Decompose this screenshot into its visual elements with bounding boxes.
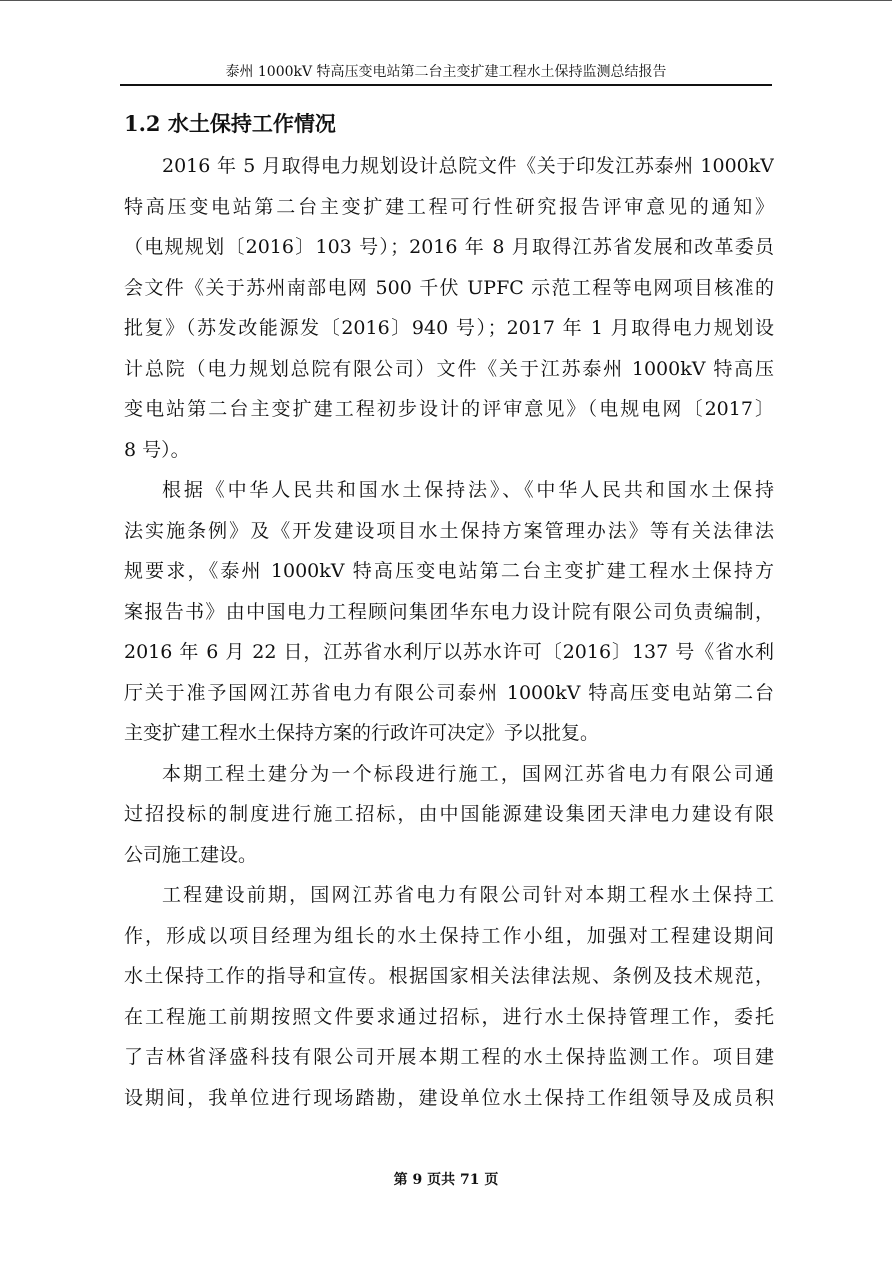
text-line: 作，形成以项目经理为组长的水土保持工作小组，加强对工程建设期间 — [124, 924, 774, 947]
text-line: 主变扩建工程水土保持方案的行政许可决定》予以批复。 — [124, 722, 600, 744]
text-line: （电规规划〔2016〕103 号）；2016 年 8 月取得江苏省发展和改革委员 — [124, 236, 774, 258]
text-line: 法实施条例》及《开发建设项目水土保持方案管理办法》等有关法律法 — [124, 519, 774, 542]
running-header: 泰州 1000kV 特高压变电站第二台主变扩建工程水土保持监测总结报告 — [225, 64, 667, 80]
text-line: 设期间，我单位进行现场踏勘，建设单位水土保持工作组领导及成员积 — [124, 1086, 774, 1109]
text-line: 水土保持工作的指导和宣传。根据国家相关法律法规、条例及技术规范， — [124, 965, 774, 987]
paragraph-management — [124, 875, 774, 1118]
header-rule — [120, 84, 772, 86]
text-line: 规要求，《泰州 1000kV 特高压变电站第二台主变扩建工程水土保持方 — [124, 560, 774, 582]
page-number: 第 9 页共 71 页 — [393, 1172, 499, 1188]
paragraph-construction — [124, 754, 774, 876]
text-line: 工程建设前期，国网江苏省电力有限公司针对本期工程水土保持工 — [162, 884, 774, 906]
text-line: 公司施工建设。 — [124, 843, 258, 866]
text-line: 2016 年 5 月取得电力规划设计总院文件《关于印发江苏泰州 1000kV — [162, 155, 774, 177]
text-line: 2016 年 6 月 22 日，江苏省水利厅以苏水许可〔2016〕137 号《省水利 — [124, 641, 774, 663]
text-line: 过招投标的制度进行施工招标，由中国能源建设集团天津电力建设有限 — [124, 803, 774, 825]
body-text — [124, 146, 774, 1118]
text-line: 8 号）。 — [124, 438, 190, 461]
text-line: 厅关于准予国网江苏省电力有限公司泰州 1000kV 特高压变电站第二台 — [124, 681, 774, 704]
text-line: 本期工程土建分为一个标段进行施工，国网江苏省电力有限公司通 — [162, 762, 774, 785]
text-line: 根据《中华人民共和国水土保持法》、《中华人民共和国水土保持 — [162, 479, 774, 501]
text-line: 会文件《关于苏州南部电网 500 千伏 UPFC 示范工程等电网项目核准的 — [124, 276, 774, 299]
text-line: 在工程施工前期按照文件要求通过招标，进行水土保持管理工作，委托 — [124, 1005, 774, 1028]
text-line: 批复》（苏发改能源发〔2016〕940 号）；2017 年 1 月取得电力规划设 — [124, 317, 774, 339]
page-top-border — [0, 0, 892, 1]
text-line: 变电站第二台主变扩建工程初步设计的评审意见》（电规电网〔2017〕 — [124, 398, 774, 420]
paragraph-approvals — [124, 146, 774, 470]
section-heading: 1.2 水土保持工作情况 — [124, 111, 336, 136]
text-line: 案报告书》由中国电力工程顾问集团华东电力设计院有限公司负责编制， — [124, 600, 774, 623]
text-line: 了吉林省泽盛科技有限公司开展本期工程的水土保持监测工作。项目建 — [124, 1046, 774, 1068]
paragraph-legal-basis — [124, 470, 774, 754]
text-line: 计总院（电力规划总院有限公司）文件《关于江苏泰州 1000kV 特高压 — [124, 357, 774, 380]
text-line: 特高压变电站第二台主变扩建工程可行性研究报告评审意见的通知》 — [124, 195, 774, 218]
